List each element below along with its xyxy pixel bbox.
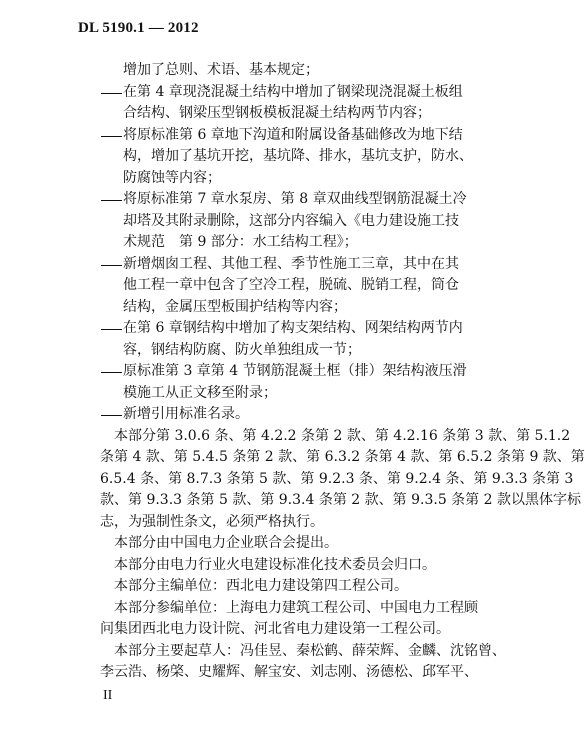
paragraph-administrator — [100, 555, 495, 577]
text-line: 新增引用标准名录。 — [123, 406, 249, 422]
text-line: 术规范 第 9 部分：水工结构工程》； — [123, 234, 358, 250]
dash-item-7 — [100, 404, 495, 426]
text-line: 合结构、钢梁压型钢板模板混凝土结构两节内容； — [123, 105, 431, 121]
text-line: 本部分由电力行业火电建设标准化技术委员会归口。 — [114, 556, 436, 573]
paragraph-participating-units — [100, 598, 495, 641]
paragraph-chief-unit — [100, 576, 495, 598]
dash-item-6 — [100, 361, 495, 404]
text-line: 却塔及其附录删除，这部分内容编入《电力建设施工技 — [123, 212, 459, 229]
text-line: 款、第 9.3.3 条第 5 款、第 9.3.4 条第 2 款、第 9.3.5 条第 2 款以黑体字标 — [100, 492, 581, 508]
text-line: 本部分主要起草人：冯佳昱、秦松鹤、薛荣辉、金麟、沈铭曾、 — [114, 642, 506, 659]
text-line: 6.5.4 条、第 8.7.3 条第 5 款、第 9.2.3 条、第 9.2.4 条、第 9.3.3 条第 3 — [100, 470, 574, 487]
text-line: 条第 4 款、第 5.4.5 条第 2 款、第 6.3.2 条第 4 款、第 6.5.2 条第 9 款、第 — [100, 449, 585, 465]
text-line: 原标准第 3 章第 4 节钢筋混凝土框（排）架结构液压滑 — [123, 363, 467, 379]
dash-item-2 — [100, 125, 495, 190]
text-line: 他工程一章中包含了空冷工程，脱硫、脱销工程，筒仓 — [123, 277, 459, 293]
text-line: 本部分第 3.0.6 条、第 4.2.2 条第 2 款、第 4.2.16 条第 3 款、第 5.1.2 — [114, 427, 571, 444]
paragraph-mandatory-clauses — [100, 426, 585, 534]
paragraph-drafters — [100, 641, 506, 684]
dash-item-4 — [100, 254, 495, 319]
page-number: II — [103, 688, 113, 703]
paragraph-proposer — [100, 533, 495, 555]
text-line: 容，钢结构防腐、防火单独组成一节； — [123, 341, 361, 358]
text-line: 将原标准第 6 章地下沟道和附属设备基础修改为地下结 — [123, 126, 463, 143]
text-line: 模施工从正文移至附录； — [123, 384, 277, 401]
text-line: 新增烟囱工程、其他工程、季节性施工三章，其中在其 — [123, 255, 459, 272]
text-line: 本部分参编单位：上海电力建筑工程公司、中国电力工程顾 — [114, 599, 478, 616]
text-line: 本部分由中国电力企业联合会提出。 — [114, 535, 338, 551]
text-line: 构，增加了基坑开挖，基坑降、排水，基坑支护，防水、 — [123, 148, 473, 164]
text-line: 在第 4 章现浇混凝土结构中增加了钢梁现浇混凝土板组 — [123, 83, 463, 100]
text-line: 将原标准第 7 章水泵房、第 8 章双曲线型钢筋混凝土冷 — [123, 191, 467, 207]
text-line: 问集团西北电力设计院、河北省电力建设第一工程公司。 — [100, 621, 450, 637]
text-line: 结构，金属压型板围护结构等内容； — [123, 298, 347, 315]
dash-item-3 — [100, 189, 495, 254]
text-line: 本部分主编单位：西北电力建设第四工程公司。 — [114, 578, 408, 594]
dash-item-1 — [100, 82, 495, 125]
document-body — [100, 60, 585, 684]
document-code-header: DL 5190.1 — 2012 — [78, 20, 199, 36]
text-line: 李云浩、杨棨、史耀辉、解宝安、刘志刚、汤德松、邱军平、 — [100, 664, 478, 680]
text-line: 在第 6 章钢结构中增加了构支架结构、网架结构两节内 — [123, 320, 463, 336]
text-line: 志，为强制性条文，必须严格执行。 — [100, 513, 324, 530]
dash-item-5 — [100, 318, 495, 361]
text-line: 防腐蚀等内容； — [123, 169, 221, 186]
continuation-line: 增加了总则、术语、基本规定； — [123, 62, 319, 78]
